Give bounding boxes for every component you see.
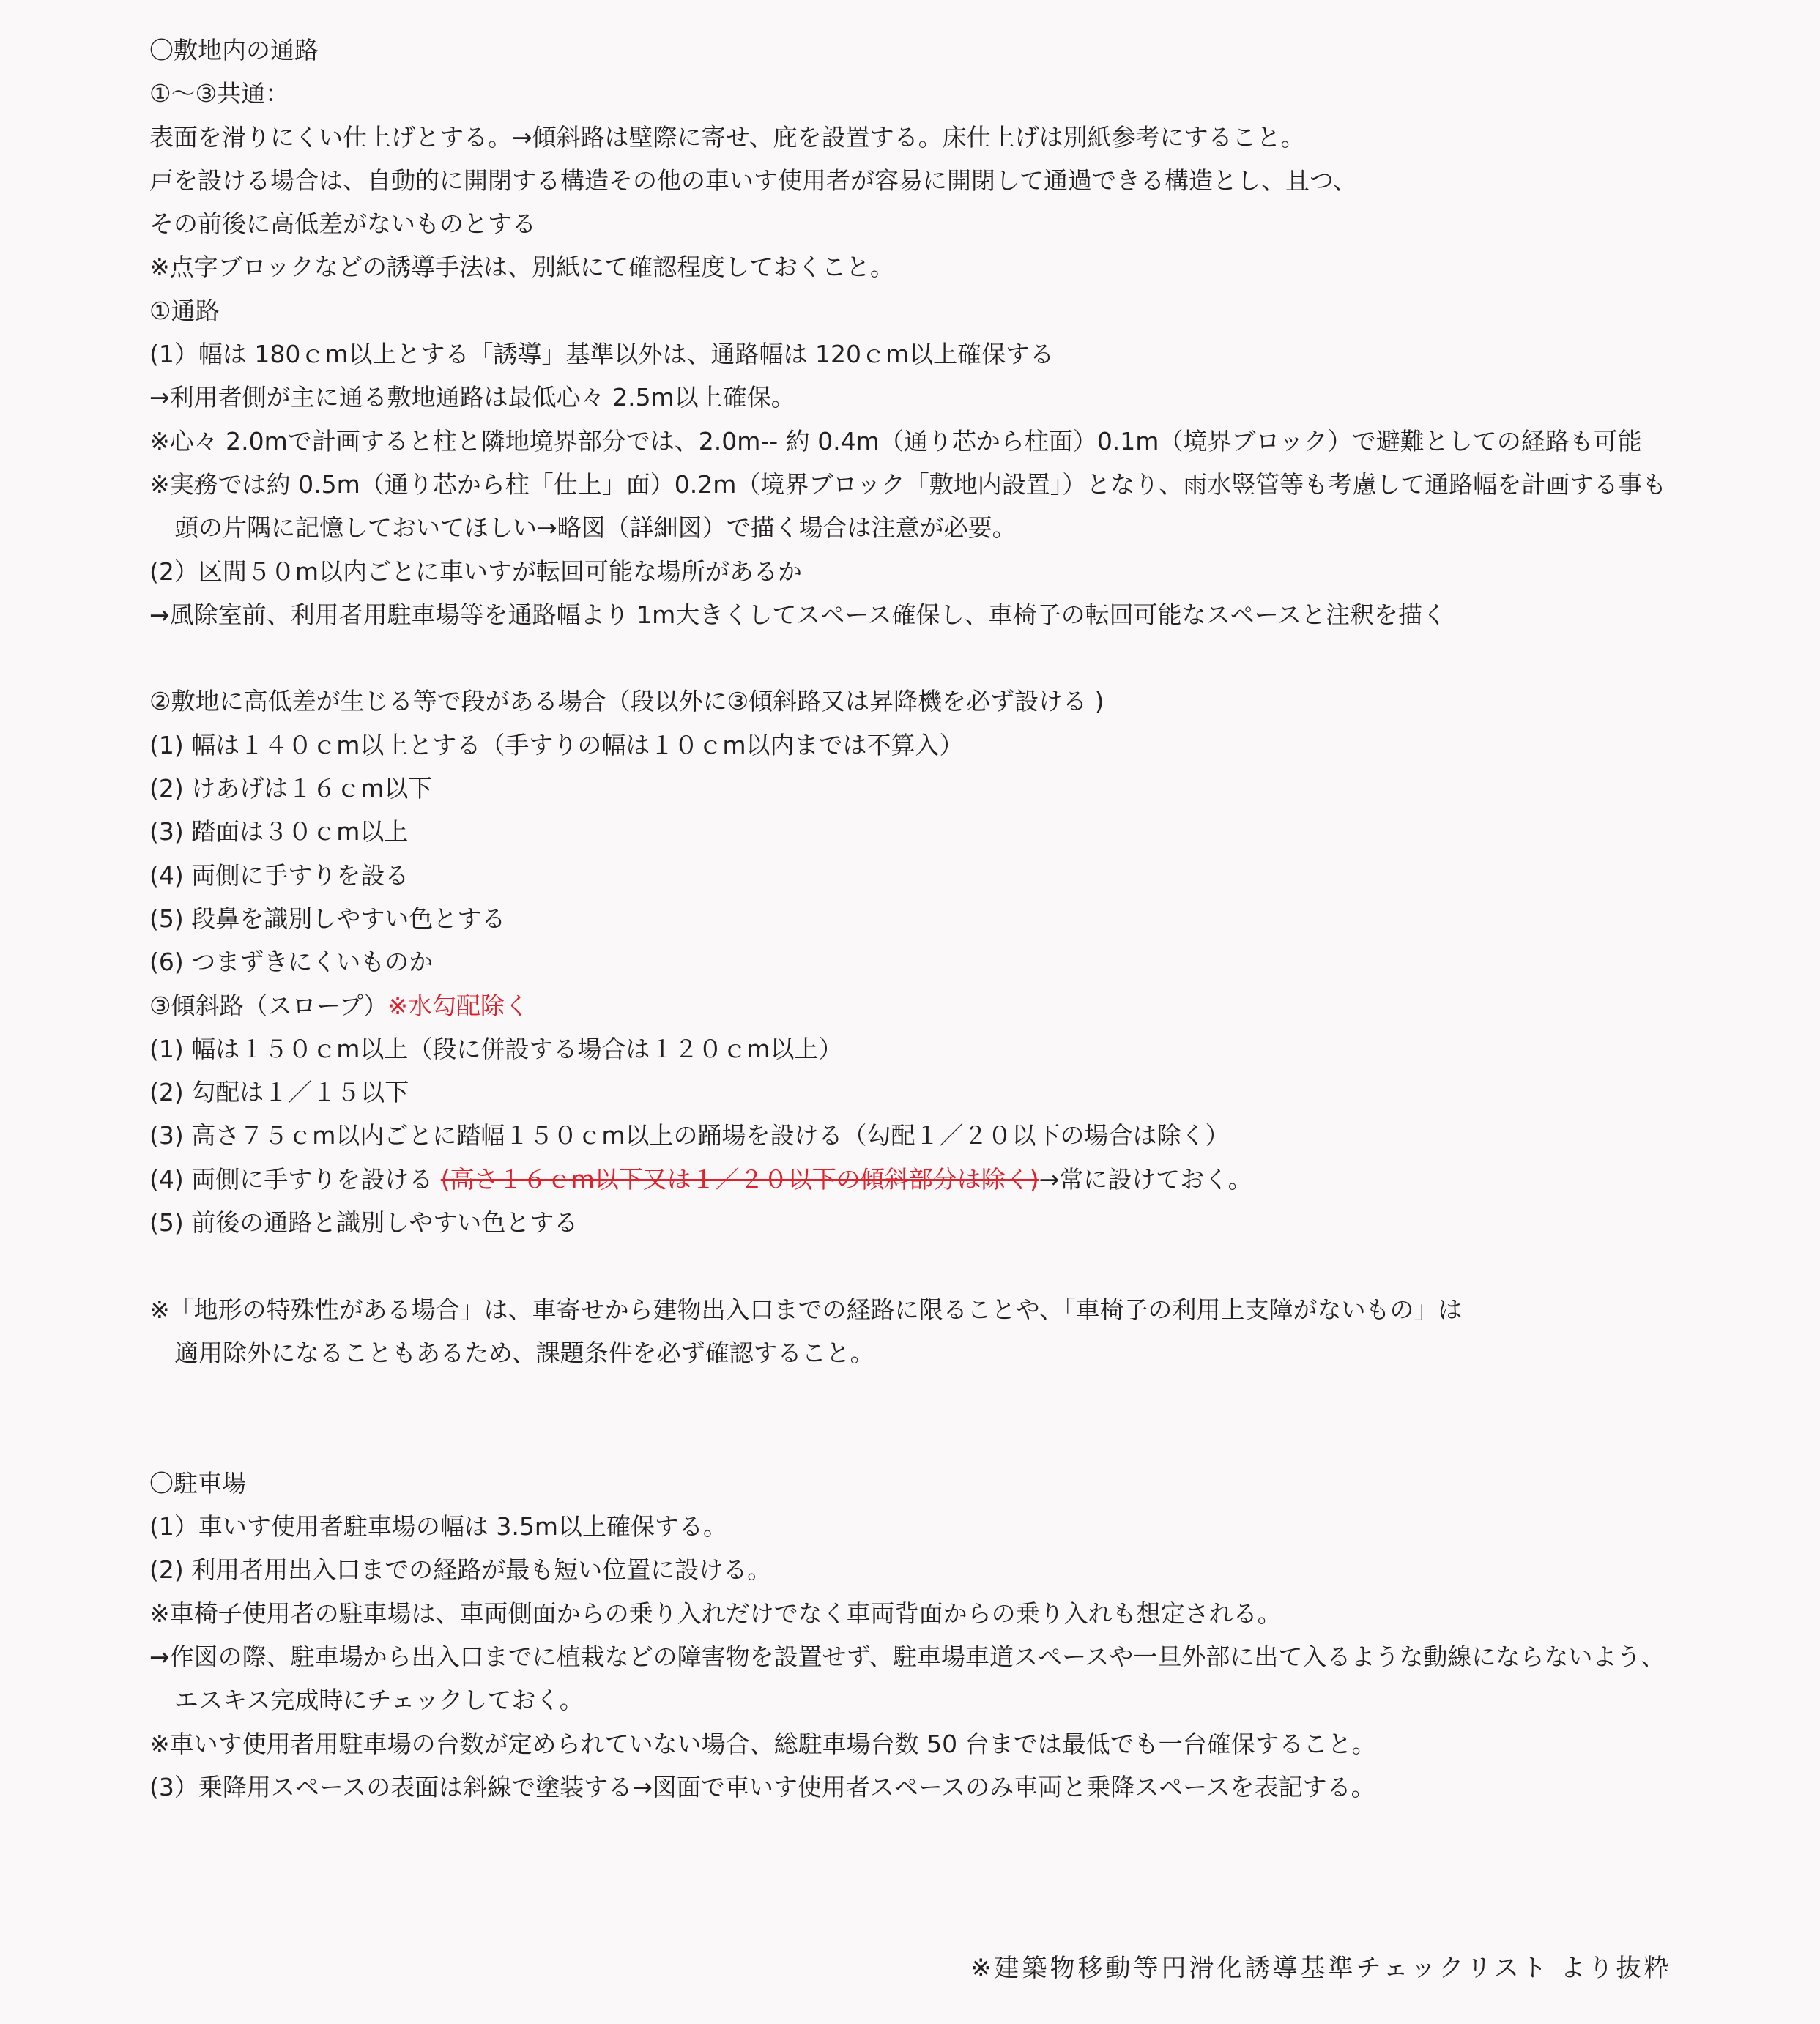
text-line: ※「地形の特殊性がある場合」は、車寄せから建物出入口までの経路に限ることや、「車椅子の利用上支障がないもの」は (149, 1295, 1463, 1324)
text-line: (5) 段鼻を識別しやすい色とする (149, 904, 506, 933)
text-line: (1）車いす使用者駐車場の幅は 3.5m以上確保する。 (149, 1512, 727, 1541)
text-line: (2) けあげは１６ｃm以下 (149, 774, 433, 803)
struck-text: (高さ１６ｃm以下又は１／２０以下の傾斜部分は除く) (440, 1164, 1039, 1194)
text-line: 適用除外になることもあるため、課題条件を必ず確認すること。 (174, 1338, 874, 1367)
section-title-site-path: 〇敷地内の通路 (149, 36, 319, 64)
text-line: (5) 前後の通路と識別しやすい色とする (149, 1208, 579, 1238)
text-line: 表面を滑りにくい仕上げとする。→傾斜路は壁際に寄せ、庇を設置する。床仕上げは別紙参考にすること。 (149, 122, 1305, 152)
text-line: (2) 利用者用出入口までの経路が最も短い位置に設ける。 (149, 1555, 772, 1585)
text-line: 戸を設ける場合は、自動的に開閉する構造その他の車いす使用者が容易に開閉して通過できる構造とし、且つ、 (149, 165, 1357, 195)
text-line: (1) 幅は１５０ｃm以上（段に併設する場合は１２０ｃm以上） (149, 1034, 843, 1063)
source-citation: ※建築物移動等円滑化誘導基準チェックリスト より抜粋 (970, 1954, 1672, 1983)
text-line: ※心々 2.0mで計画すると柱と隣地境界部分では、2.0m-- 約 0.4m（通り芯から柱面）0.1m（境界ブロック）で避難としての経路も可能 (149, 426, 1642, 455)
text-line: ※実務では約 0.5m（通り芯から柱「仕上」面）0.2m（境界ブロック「敷地内設置」）となり、雨水竪管等も考慮して通路幅を計画する事も (149, 469, 1667, 499)
ramp-heading-text: ③傾斜路（スロープ） (149, 991, 388, 1020)
spacer (149, 636, 1790, 680)
document-body (149, 29, 1790, 1809)
ramp-heading-note: ※水勾配除く (387, 991, 529, 1020)
subsection-heading-ramp (149, 984, 1790, 1027)
text-line: その前後に高低差がないものとする (149, 209, 536, 239)
text-line: →風除室前、利用者用駐車場等を通路幅より 1m大きくしてスペース確保し、車椅子の転回可能なスペースと注釈を描く (149, 600, 1446, 629)
text-line: (1）幅は 180ｃm以上とする「誘導」基準以外は、通路幅は 120ｃm以上確保する (149, 340, 1055, 369)
text-line: 頭の片隅に記憶しておいてほしい→略図（詳細図）で描く場合は注意が必要。 (174, 513, 1017, 543)
section-title-parking: 〇駐車場 (149, 1468, 246, 1497)
text-line: →作図の際、駐車場から出入口までに植栽などの障害物を設置せず、駐車場車道スペースや一旦外部に出て入るような動線にならないよう、 (149, 1642, 1665, 1671)
text-line: ※車椅子使用者の駐車場は、車両側面からの乗り入れだけでなく車両背面からの乗り入れも想定される。 (149, 1599, 1282, 1628)
text-line: エスキス完成時にチェックしておく。 (174, 1686, 584, 1715)
spacer (149, 1244, 1790, 1287)
text-line: (3) 踏面は３０ｃm以上 (149, 817, 409, 847)
handrail-tail: →常に設けておく。 (1039, 1164, 1252, 1194)
text-line: ※点字ブロックなどの誘導手法は、別紙にて確認程度しておくこと。 (149, 253, 894, 282)
text-line: (1) 幅は１４０ｃm以上とする（手すりの幅は１０ｃm以内までは不算入） (149, 730, 964, 759)
text-line: (6) つまずきにくいものか (149, 948, 434, 977)
subsection-heading-steps: ②敷地に高低差が生じる等で段がある場合（段以外に③傾斜路又は昇降機を必ず設ける ) (149, 687, 1104, 716)
text-line: (4) 両側に手すりを設る (149, 860, 409, 890)
handrail-text: (4) 両側に手すりを設ける (149, 1164, 441, 1194)
spacer (149, 1374, 1790, 1418)
text-line: ※車いす使用者用駐車場の台数が定められていない場合、総駐車場台数 50 台までは最低でも一台確保すること。 (149, 1729, 1376, 1758)
text-line: →利用者側が主に通る敷地通路は最低心々 2.5m以上確保。 (149, 383, 795, 412)
text-line (149, 1158, 1790, 1201)
text-line: (3）乗降用スペースの表面は斜線で塗装する→図面で車いす使用者スペースのみ車両と乗降スペースを表記する。 (149, 1772, 1375, 1801)
text-line: (2）区間５０m以内ごとに車いすが転回可能な場所があるか (149, 557, 803, 586)
common-heading: ①〜③共通： (149, 79, 290, 108)
text-line: (2) 勾配は１／１５以下 (149, 1078, 409, 1107)
subsection-heading-path: ①通路 (149, 296, 220, 325)
text-line: (3) 高さ７５ｃm以内ごとに踏幅１５０ｃm以上の踊場を設ける（勾配１／２０以下の場合は除く） (149, 1121, 1230, 1150)
spacer (149, 1418, 1790, 1462)
